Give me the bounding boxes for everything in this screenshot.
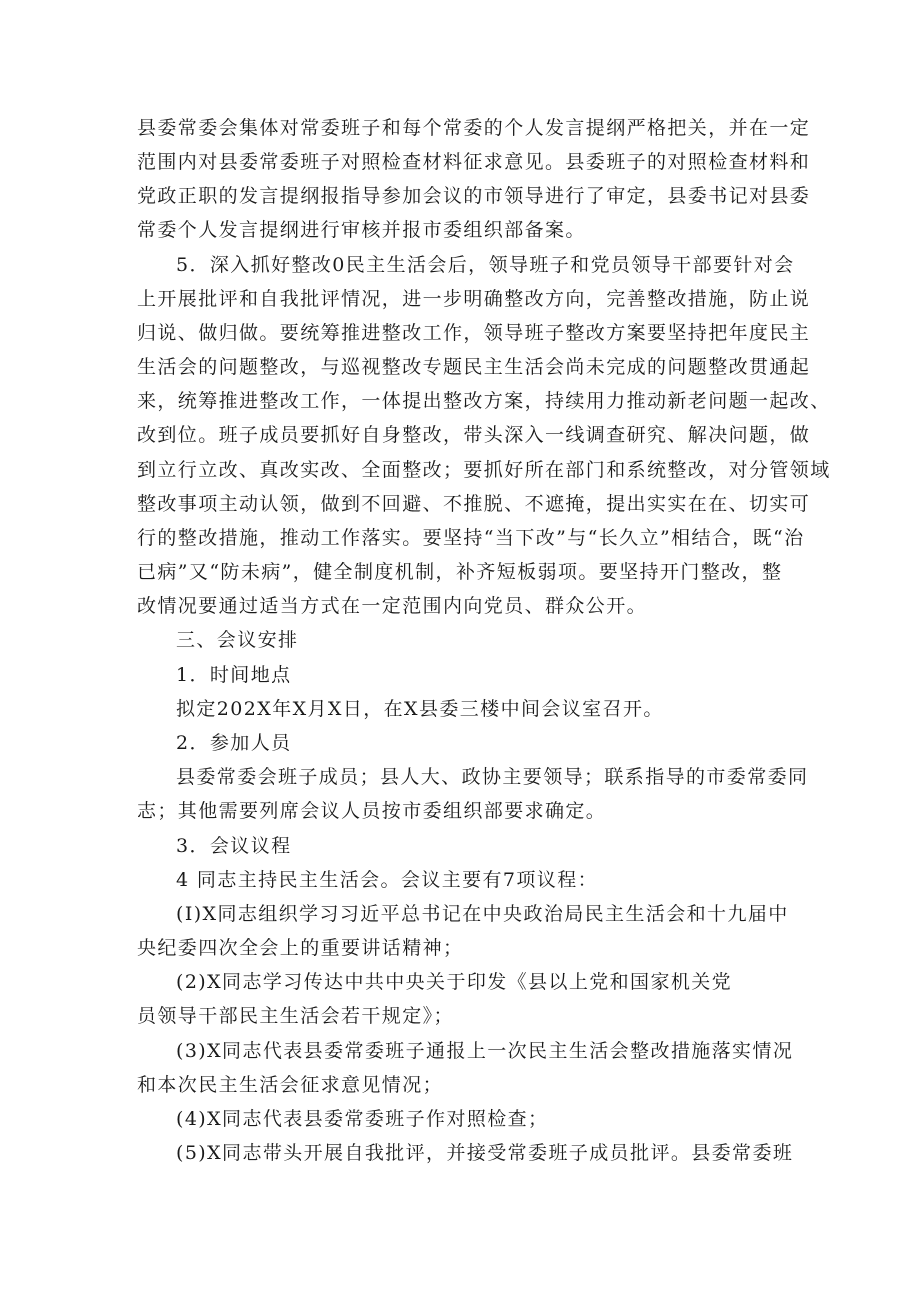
subsection-heading: 3．会议议程 bbox=[176, 835, 292, 857]
text-line: 上开展批评和自我批评情况，进一步明确整改方向，完善整改措施，防止说 bbox=[137, 288, 811, 310]
text-line: 整改事项主动认领，做到不回避、不推脱、不遮掩，提出实实在在、切实可 bbox=[137, 493, 811, 515]
text-line: 和本次民主生活会征求意见情况； bbox=[137, 1074, 444, 1096]
agenda-item-line: (4)X同志代表县委常委班子作对照检查； bbox=[176, 1108, 549, 1130]
subsection-heading: 2．参加人员 bbox=[176, 732, 292, 754]
text-line: 改到位。班子成员要抓好自身整改，带头深入一线调查研究、解决问题，做 bbox=[137, 424, 811, 446]
text-line: 来，统筹推进整改工作，一体提出整改方案，持续用力推动新老问题一起改、 bbox=[137, 390, 831, 412]
agenda-item-line: (I)X同志组织学习习近平总书记在中央政治局民主生活会和十九届中 bbox=[176, 903, 789, 925]
paragraph-start-line: 县委常委会班子成员；县人大、政协主要领导；联系指导的市委常委同 bbox=[176, 766, 809, 788]
text-line: 到立行立改、真改实改、全面整改；要抓好所在部门和系统整改，对分管领域 bbox=[137, 459, 831, 481]
paragraph-start-line: 4 同志主持民主生活会。会议主要有7项议程： bbox=[176, 869, 599, 891]
text-line: 常委个人发言提纲进行审核并报市委组织部备案。 bbox=[137, 219, 586, 241]
paragraph-start-line: 拟定202X年X月X日，在X县委三楼中间会议室召开。 bbox=[176, 698, 664, 720]
text-line: 行的整改措施，推动工作落实。要坚持“当下改”与“长久立”相结合，既“治 bbox=[137, 527, 805, 549]
text-line: 生活会的问题整改，与巡视整改专题民主生活会尚未完成的问题整改贯通起 bbox=[137, 356, 811, 378]
agenda-item-line: (2)X同志学习传达中共中央关于印发《县以上党和国家机关党 bbox=[176, 971, 733, 993]
text-line: 归说、做归做。要统筹推进整改工作，领导班子整改方案要坚持把年度民主 bbox=[137, 322, 811, 344]
section-heading: 三、会议安排 bbox=[176, 629, 299, 651]
subsection-heading: 1．时间地点 bbox=[176, 664, 292, 686]
text-line: 已病”又“防未病”，健全制度机制，补齐短板弱项。要坚持开门整改，整 bbox=[137, 561, 783, 583]
text-line: 党政正职的发言提纲报指导参加会议的市领导进行了审定，县委书记对县委 bbox=[137, 185, 811, 207]
text-line: 志；其他需要列席会议人员按市委组织部要求确定。 bbox=[137, 800, 607, 822]
paragraph-start-line: 5．深入抓好整改0民主生活会后，领导班子和党员领导干部要针对会 bbox=[176, 254, 795, 276]
agenda-item-line: (5)X同志带头开展自我批评，并接受常委班子成员批评。县委常委班 bbox=[176, 1142, 794, 1164]
text-line: 县委常委会集体对常委班子和每个常委的个人发言提纲严格把关，并在一定 bbox=[137, 117, 811, 139]
text-line: 员领导干部民主生活会若干规定》； bbox=[137, 1005, 454, 1027]
text-line: 范围内对县委常委班子对照检查材料征求意见。县委班子的对照检查材料和 bbox=[137, 151, 811, 173]
agenda-item-line: (3)X同志代表县委常委班子通报上一次民主生活会整改措施落实情况 bbox=[176, 1040, 794, 1062]
text-line: 央纪委四次全会上的重要讲话精神； bbox=[137, 937, 464, 959]
text-line: 改情况要通过适当方式在一定范围内向党员、群众公开。 bbox=[137, 595, 648, 617]
